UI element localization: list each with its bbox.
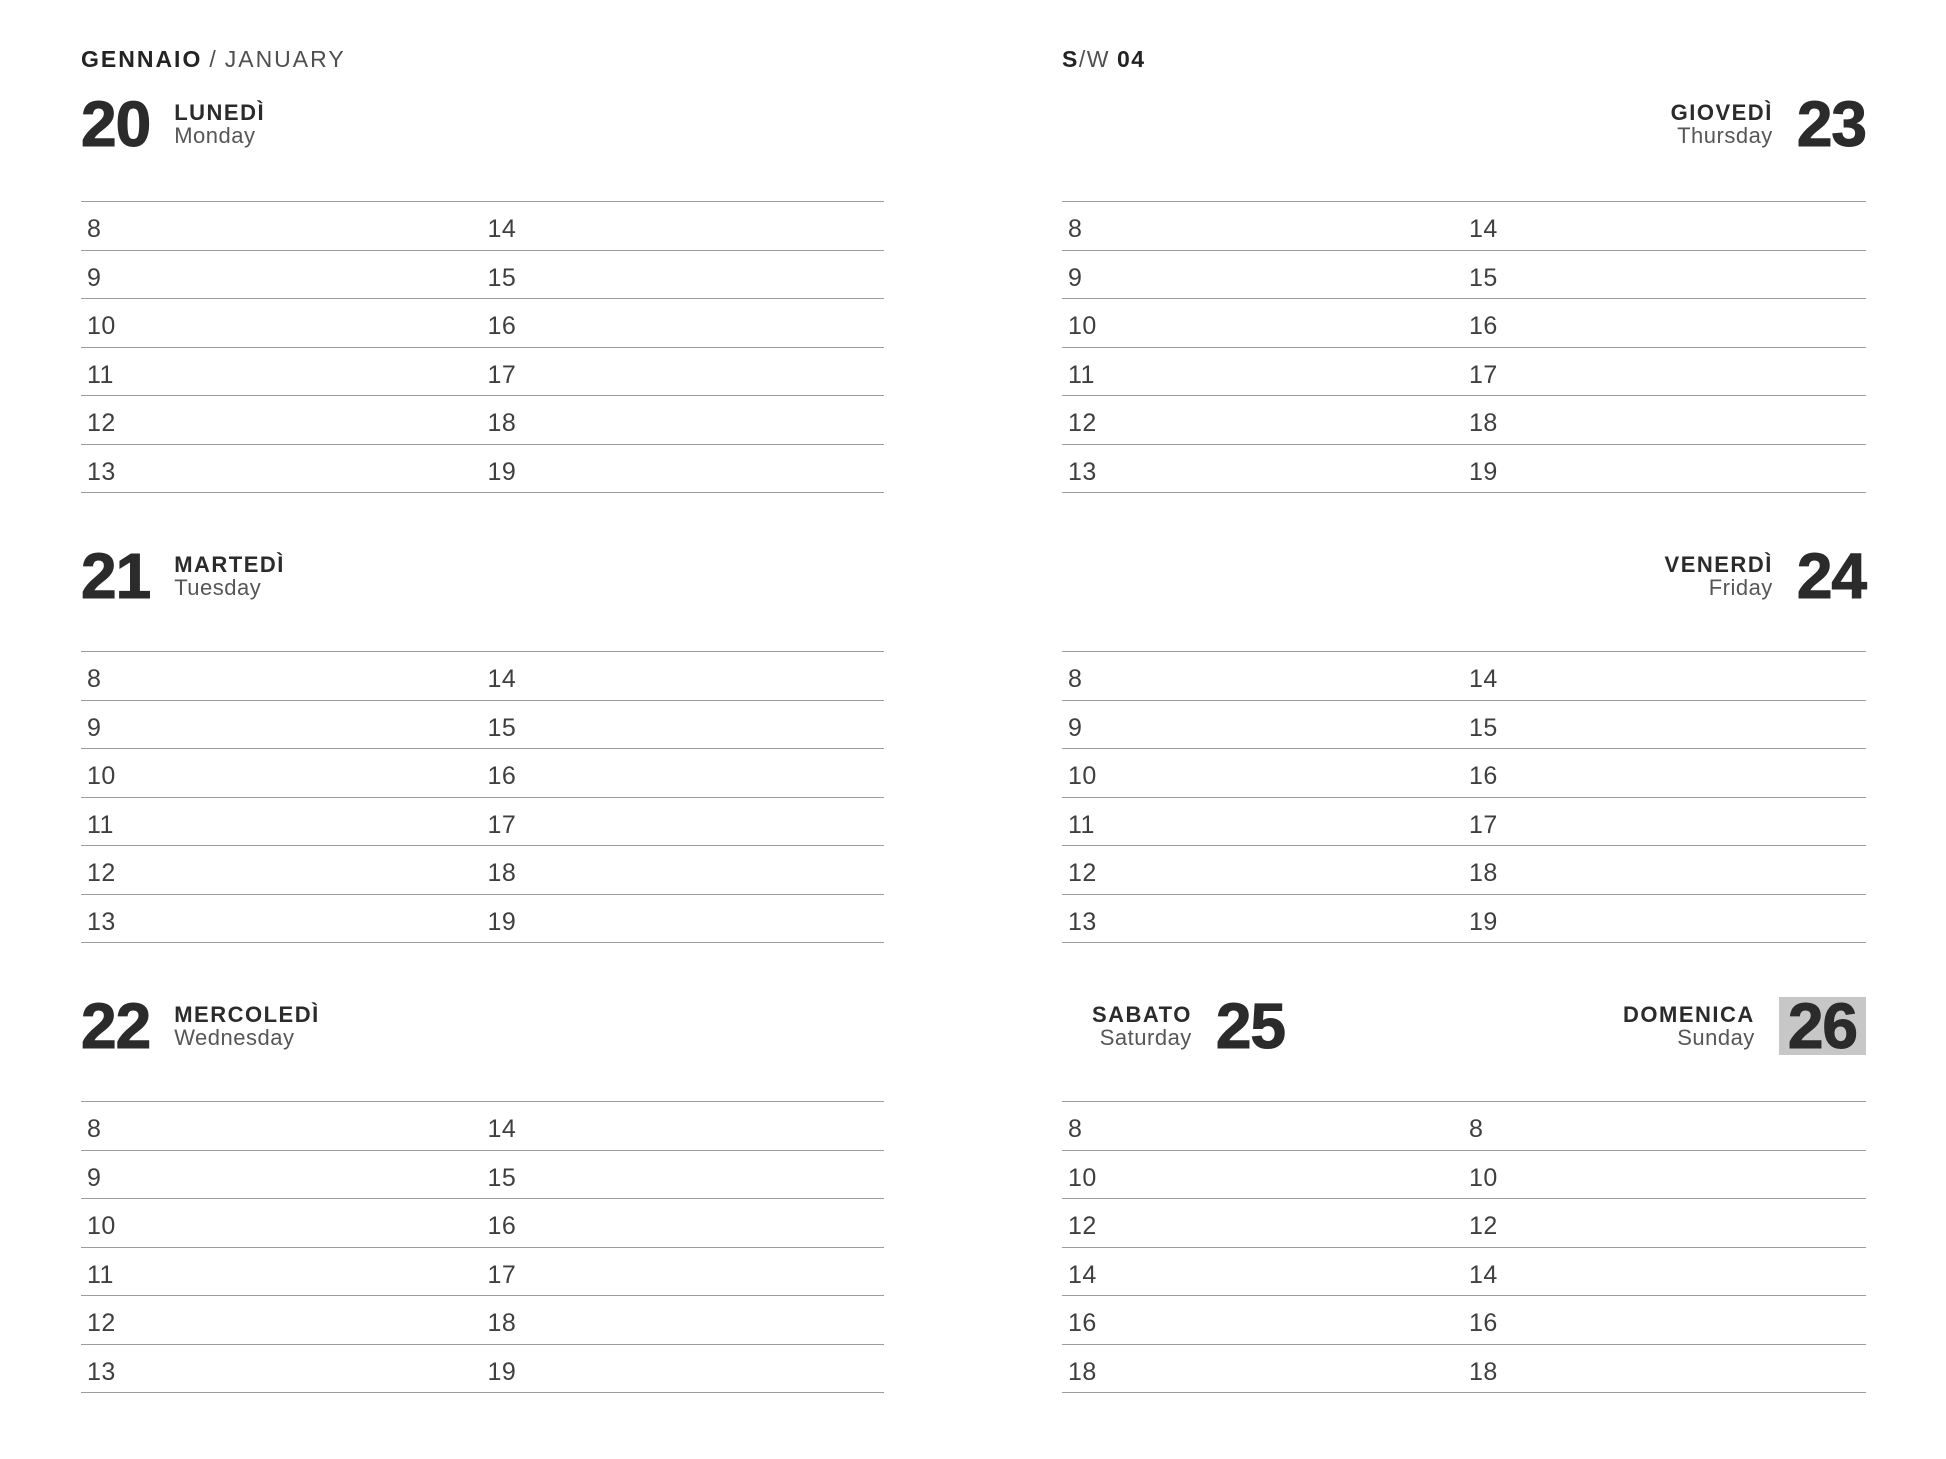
hour-label: 18	[487, 409, 517, 437]
hour-label: 19	[487, 907, 517, 936]
hour-row	[1062, 894, 1866, 943]
day-name-english: Saturday	[1099, 1025, 1192, 1050]
hour-row	[1062, 797, 1866, 846]
day-header-wednesday	[81, 990, 884, 1062]
hour-label: 8	[87, 1115, 102, 1143]
day-number-tuesday: 21	[81, 540, 151, 612]
hour-label: 16	[1469, 1309, 1498, 1337]
hour-row	[1062, 1101, 1866, 1150]
hour-label: 13	[1068, 907, 1097, 936]
hour-label: 14	[1469, 665, 1498, 693]
hour-row	[1062, 1344, 1866, 1393]
hour-label: 10	[1068, 1163, 1097, 1192]
hour-row	[81, 395, 884, 444]
hour-label: 14	[1068, 1260, 1097, 1289]
hour-label: 9	[1068, 713, 1083, 742]
day-names-thursday	[1671, 101, 1773, 147]
day-name-italian: MARTEDÌ	[174, 552, 285, 577]
hour-label: 18	[1469, 409, 1498, 437]
day-number-friday: 24	[1796, 540, 1866, 612]
hour-label: 16	[487, 312, 517, 340]
day-number-thursday: 23	[1796, 88, 1866, 160]
hour-row	[1062, 444, 1866, 493]
hour-label: 9	[87, 713, 102, 742]
hour-label: 11	[87, 1260, 114, 1289]
hour-row	[81, 1295, 884, 1344]
hour-row	[81, 1198, 884, 1247]
week-prefix: S	[1062, 46, 1079, 72]
hour-label: 17	[487, 1260, 517, 1289]
hour-row	[81, 1344, 884, 1393]
hour-row	[81, 1101, 884, 1150]
hour-label: 8	[1469, 1115, 1484, 1143]
weekend-hour-grid	[1062, 1101, 1866, 1393]
day-header-friday	[1062, 540, 1866, 612]
month-separator: /	[209, 46, 218, 72]
month-name-english: JANUARY	[224, 46, 346, 72]
day-name-italian: GIOVEDÌ	[1670, 100, 1773, 125]
hour-label: 10	[87, 312, 116, 340]
hour-row	[1062, 395, 1866, 444]
hour-label: 18	[487, 859, 517, 887]
hour-label: 13	[1068, 457, 1097, 486]
day-header-tuesday	[81, 540, 884, 612]
hour-row	[81, 1150, 884, 1199]
hour-label: 14	[1469, 215, 1498, 243]
hour-label: 10	[1469, 1163, 1498, 1192]
hour-label: 18	[1068, 1357, 1097, 1386]
hour-label: 13	[87, 457, 116, 486]
hour-row	[1062, 201, 1866, 250]
hour-label: 9	[1068, 263, 1083, 292]
hour-label: 8	[1068, 1115, 1083, 1143]
hour-label: 16	[1469, 762, 1498, 790]
day-number-wednesday: 22	[81, 990, 151, 1062]
hour-row	[81, 1247, 884, 1296]
hour-label: 17	[487, 360, 517, 389]
hour-row	[1062, 1150, 1866, 1199]
hour-label: 10	[1068, 312, 1097, 340]
hour-row	[1062, 700, 1866, 749]
hour-row	[1062, 1295, 1866, 1344]
hour-label: 11	[87, 360, 114, 389]
hour-label: 16	[487, 762, 517, 790]
thursday-hour-grid	[1062, 201, 1866, 493]
day-name-english: Sunday	[1677, 1025, 1755, 1050]
hour-label: 12	[87, 859, 116, 887]
hour-label: 13	[87, 1357, 116, 1386]
hour-row	[81, 845, 884, 894]
hour-row	[81, 748, 884, 797]
hour-label: 16	[1469, 312, 1498, 340]
hour-label: 12	[87, 1309, 116, 1337]
hour-label: 15	[487, 713, 517, 742]
day-name-italian: VENERDÌ	[1664, 552, 1773, 577]
hour-row	[81, 894, 884, 943]
hour-row	[1062, 250, 1866, 299]
hour-row	[1062, 298, 1866, 347]
day-name-english: Monday	[174, 123, 256, 148]
day-name-italian: DOMENICA	[1623, 1002, 1755, 1027]
hour-label: 8	[1068, 665, 1083, 693]
hour-label: 11	[1068, 810, 1095, 839]
hour-label: 12	[1068, 1212, 1097, 1240]
day-name-english: Thursday	[1677, 123, 1773, 148]
day-name-english: Friday	[1708, 575, 1773, 600]
hour-row	[81, 298, 884, 347]
day-name-italian: MERCOLEDÌ	[174, 1002, 320, 1027]
hour-label: 11	[1068, 360, 1095, 389]
day-header-monday	[81, 88, 884, 160]
day-number-saturday: 25	[1215, 990, 1285, 1062]
hour-row	[1062, 1198, 1866, 1247]
week-header	[1062, 46, 1146, 73]
month-header	[81, 46, 346, 73]
hour-label: 19	[1469, 457, 1498, 486]
hour-row	[1062, 651, 1866, 700]
hour-label: 18	[487, 1309, 517, 1337]
hour-label: 8	[87, 215, 102, 243]
hour-label: 10	[87, 1212, 116, 1240]
hour-label: 15	[1469, 263, 1498, 292]
hour-row	[81, 700, 884, 749]
hour-label: 8	[1068, 215, 1083, 243]
hour-label: 18	[1469, 1357, 1498, 1386]
day-names-monday	[174, 101, 265, 147]
hour-label: 17	[487, 810, 517, 839]
hour-label: 16	[1068, 1309, 1097, 1337]
tuesday-hour-grid	[81, 651, 884, 943]
friday-hour-grid	[1062, 651, 1866, 943]
hour-label: 15	[1469, 713, 1498, 742]
day-header-thursday	[1062, 88, 1866, 160]
hour-label: 14	[487, 215, 517, 243]
hour-label: 17	[1469, 360, 1498, 389]
hour-label: 9	[87, 1163, 102, 1192]
hour-label: 14	[487, 665, 517, 693]
day-number-sunday-highlighted: 26	[1779, 997, 1866, 1055]
hour-row	[81, 651, 884, 700]
hour-label: 12	[1068, 409, 1097, 437]
hour-label: 11	[87, 810, 114, 839]
hour-label: 14	[1469, 1260, 1498, 1289]
hour-label: 15	[487, 1163, 517, 1192]
hour-row	[81, 444, 884, 493]
hour-row	[1062, 1247, 1866, 1296]
hour-row	[81, 797, 884, 846]
hour-label: 19	[1469, 907, 1498, 936]
wednesday-hour-grid	[81, 1101, 884, 1393]
day-names-friday	[1665, 553, 1773, 599]
hour-label: 8	[87, 665, 102, 693]
day-name-english: Wednesday	[174, 1025, 295, 1050]
day-name-italian: SABATO	[1091, 1002, 1192, 1027]
week-number: 04	[1116, 46, 1146, 72]
hour-label: 9	[87, 263, 102, 292]
hour-label: 12	[87, 409, 116, 437]
hour-label: 10	[1068, 762, 1097, 790]
hour-label: 15	[487, 263, 517, 292]
hour-row	[1062, 347, 1866, 396]
day-names-tuesday	[174, 553, 285, 599]
week-slash: /W	[1078, 46, 1110, 72]
hour-label: 19	[487, 457, 517, 486]
hour-row	[81, 250, 884, 299]
day-name-english: Tuesday	[174, 575, 262, 600]
day-names-wednesday	[174, 1003, 320, 1049]
hour-row	[81, 201, 884, 250]
day-header-sunday	[1062, 990, 1866, 1062]
hour-label: 10	[87, 762, 116, 790]
hour-row	[1062, 748, 1866, 797]
hour-label: 19	[487, 1357, 517, 1386]
hour-row	[81, 347, 884, 396]
hour-label: 12	[1469, 1212, 1498, 1240]
day-names-sunday	[1623, 1003, 1755, 1049]
day-name-italian: LUNEDÌ	[174, 100, 266, 125]
hour-label: 18	[1469, 859, 1498, 887]
monday-hour-grid	[81, 201, 884, 493]
hour-label: 12	[1068, 859, 1097, 887]
day-number-monday: 20	[81, 88, 151, 160]
month-name-italian: GENNAIO	[81, 46, 203, 72]
hour-label: 16	[487, 1212, 517, 1240]
hour-label: 13	[87, 907, 116, 936]
hour-row	[1062, 845, 1866, 894]
hour-label: 14	[487, 1115, 517, 1143]
hour-label: 17	[1469, 810, 1498, 839]
